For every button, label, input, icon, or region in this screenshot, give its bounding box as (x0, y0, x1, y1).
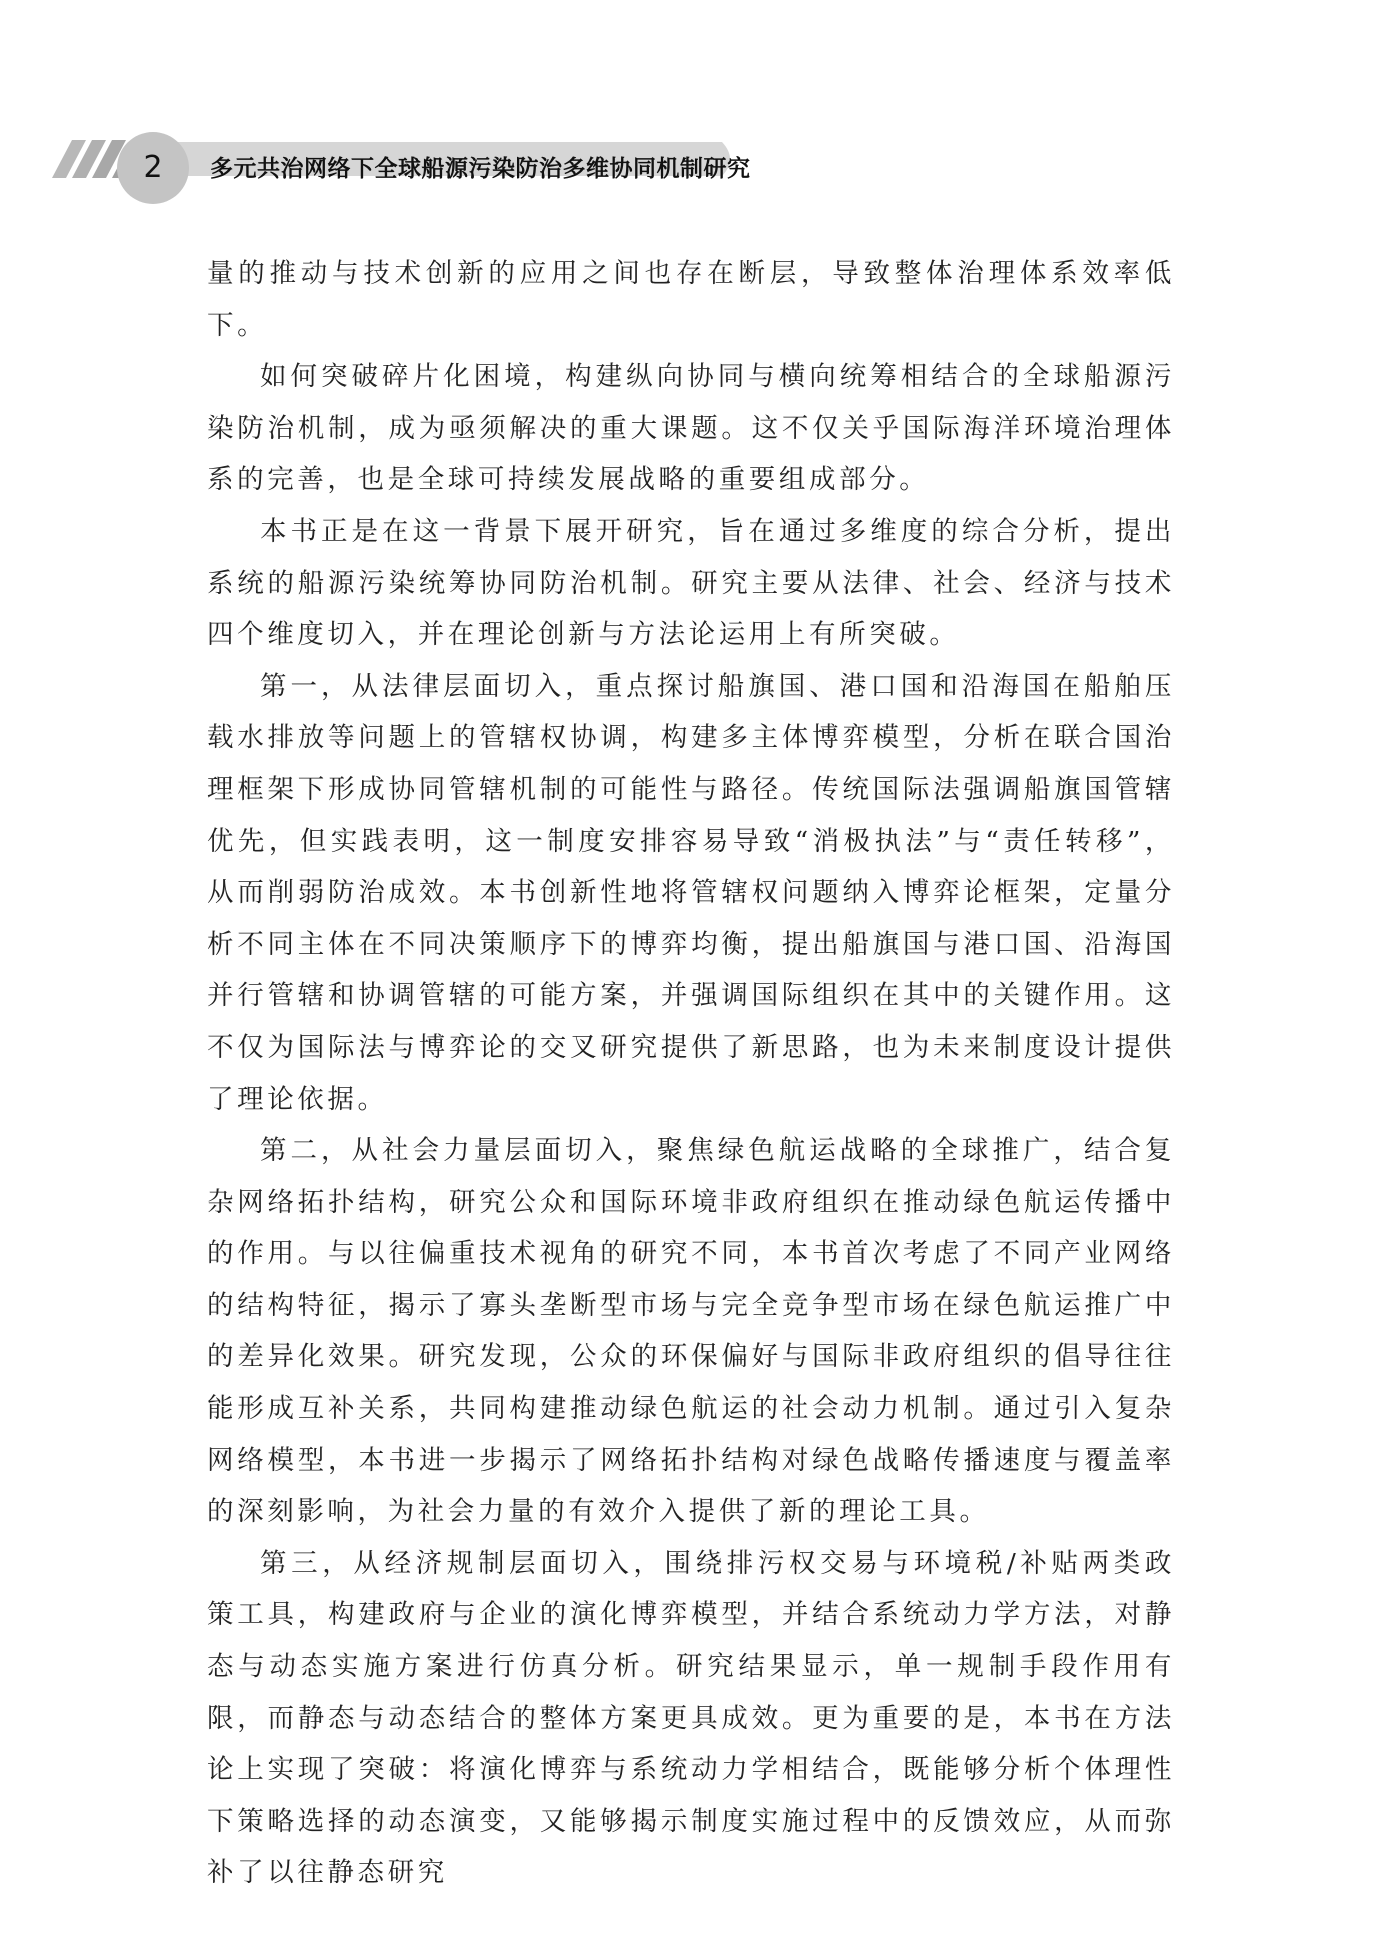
page-header (0, 0, 1385, 240)
paragraph: 第二，从社会力量层面切入，聚焦绿色航运战略的全球推广，结合复杂网络拓扑结构，研究公众和国际环境非政府组织在推动绿色航运传播中的作用。与以往偏重技术视角的研究不同，本书首次考虑了不同产业网络的结构特征，揭示了寡头垄断型市场与完全竞争型市场在绿色航运推广中的差异化效果。研究发现，公众的环保偏好与国际非政府组织的倡导往往能形成互补关系，共同构建推动绿色航运的社会动力机制。通过引入复杂网络模型，本书进一步揭示了网络拓扑结构对绿色战略传播速度与覆盖率的深刻影响，为社会力量的有效介入提供了新的理论工具。 (207, 1135, 1175, 1528)
body-text (207, 248, 1175, 1899)
paragraph: 第三，从经济规制层面切入，围绕排污权交易与环境税/补贴两类政策工具，构建政府与企业的演化博弈模型，并结合系统动力学方法，对静态与动态实施方案进行仿真分析。研究结果显示，单一规制手段作用有限，而静态与动态结合的整体方案更具成效。更为重要的是，本书在方法论上实现了突破：将演化博弈与系统动力学相结合，既能够分析个体理性下策略选择的动态演变，又能够揭示制度实施过程中的反馈效应，从而弥补了以往静态研究 (207, 1547, 1175, 1889)
page-number: 2 (143, 150, 163, 185)
paragraph: 本书正是在这一背景下展开研究，旨在通过多维度的综合分析，提出系统的船源污染统筹协同防治机制。研究主要从法律、社会、经济与技术四个维度切入，并在理论创新与方法论运用上有所突破。 (207, 515, 1175, 651)
paragraph: 量的推动与技术创新的应用之间也存在断层，导致整体治理体系效率低下。 (207, 258, 1175, 341)
header-decoration (0, 0, 1385, 240)
paragraph: 第一，从法律层面切入，重点探讨船旗国、港口国和沿海国在船舶压载水排放等问题上的管辖权协调，构建多主体博弈模型，分析在联合国治理框架下形成协同管辖机制的可能性与路径。传统国际法强调船旗国管辖优先，但实践表明，这一制度安排容易导致“消极执法”与“责任转移”，从而削弱防治成效。本书创新性地将管辖权问题纳入博弈论框架，定量分析不同主体在不同决策顺序下的博弈均衡，提出船旗国与港口国、沿海国并行管辖和协调管辖的可能方案，并强调国际组织在其中的关键作用。这不仅为国际法与博弈论的交叉研究提供了新思路，也为未来制度设计提供了理论依据。 (207, 670, 1175, 1115)
paragraph: 如何突破碎片化困境，构建纵向协同与横向统筹相结合的全球船源污染防治机制，成为亟须解决的重大课题。这不仅关乎国际海洋环境治理体系的完善，也是全球可持续发展战略的重要组成部分。 (207, 361, 1175, 496)
running-title: 多元共治网络下全球船源污染防治多维协同机制研究 (210, 156, 751, 182)
